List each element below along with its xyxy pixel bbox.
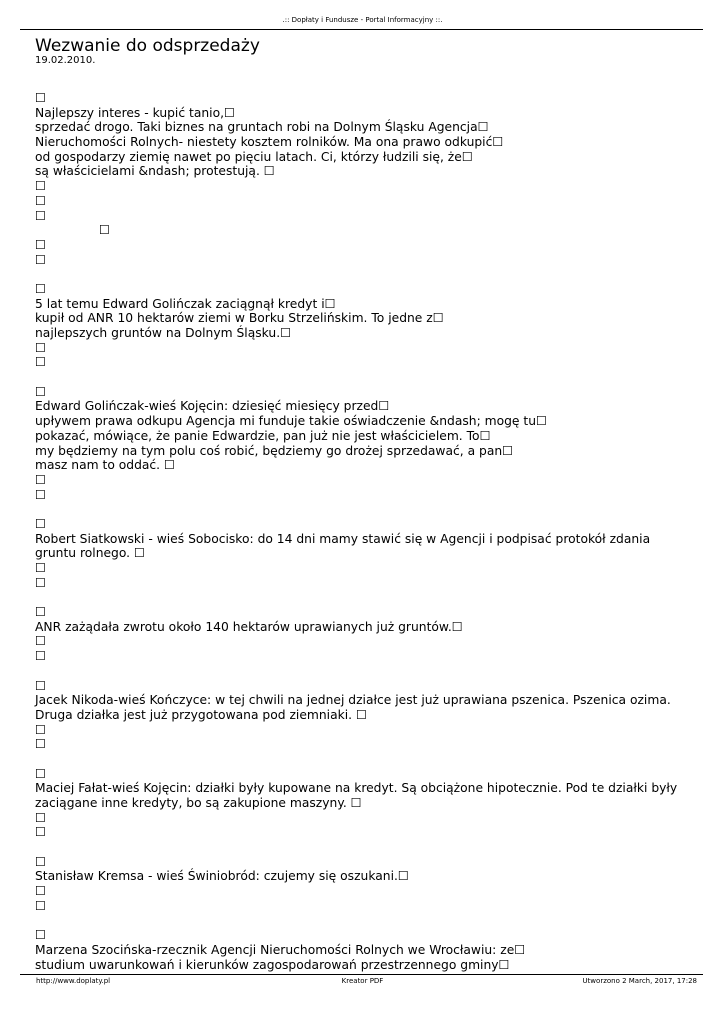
text-line: Marzena Szocińska-rzecznik Agencji Nieruchomości Rolnych we Wrocławiu: ze☐: [35, 942, 526, 957]
text-line: ☐: [35, 634, 47, 649]
paragraph-gap: [35, 267, 695, 282]
text-line: ☐: [35, 854, 47, 869]
text-line: ☐: [35, 179, 47, 194]
text-line: są właścicielami &ndash; protestują. ☐: [35, 164, 275, 179]
text-line: Robert Siatkowski - wieś Sobocisko: do 14 dni mamy stawić się w Agencji i podpisać protokół zdania: [35, 531, 651, 546]
text-line: ☐: [35, 766, 47, 781]
text-line: Maciej Fałat-wieś Kojęcin: działki były kupowane na kredyt. Są obciążone hipotecznie. Pod te działki były: [35, 781, 678, 796]
text-line: najlepszych gruntów na Dolnym Śląsku.☐: [35, 326, 292, 340]
text-line: ☐: [99, 223, 111, 238]
article-title: Wezwanie do odsprzedaży: [35, 36, 260, 56]
footer-created-date: Utworzono 2 March, 2017, 17:28: [582, 977, 697, 985]
text-line: 5 lat temu Edward Golińczak zaciągnął kredyt i☐: [35, 296, 336, 311]
text-line: ☐: [35, 91, 47, 105]
text-line: ☐: [35, 193, 47, 208]
text-line: ☐: [35, 516, 47, 531]
text-line: ANR zażądała zwrotu około 140 hektarów uprawianych już gruntów.☐: [35, 619, 463, 634]
footer-generator: Kreator PDF: [341, 977, 384, 985]
text-line: upływem prawa odkupu Agencja mi funduje takie oświadczenie &ndash; mogę tu☐: [35, 414, 548, 429]
text-line: ☐: [35, 649, 47, 664]
text-line: Druga działka jest już przygotowana pod ziemniaki. ☐: [35, 707, 367, 722]
text-line: ☐: [35, 237, 47, 252]
text-line: ☐: [35, 825, 47, 840]
text-line: my będziemy na tym polu coś robić, będziemy go drożej sprzedawać, a pan☐: [35, 443, 514, 458]
paragraph-gap: [35, 590, 695, 605]
text-line: zaciągane inne kredyty, bo są zakupione maszyny. ☐: [35, 796, 362, 810]
text-line: ☐: [35, 252, 47, 267]
text-line: ☐: [35, 208, 47, 223]
footer-url: http://www.doplaty.pl: [36, 977, 111, 985]
text-line: od gospodarzy ziemię nawet po pięciu latach. Ci, którzy łudzili się, że☐: [35, 149, 473, 164]
text-line: Jacek Nikoda-wieś Kończyce: w tej chwili na jednej działce jest już uprawiana pszenica. Pszenica ozima.: [35, 693, 671, 708]
text-line: ☐: [35, 678, 47, 693]
text-line: ☐: [35, 605, 47, 620]
paragraph-gap: [35, 370, 695, 385]
article-date: 19.02.2010.: [35, 55, 96, 66]
paragraph-gap: [35, 914, 695, 929]
text-line: Najlepszy interes - kupić tanio,☐: [35, 105, 236, 120]
paragraph-gap: [35, 664, 695, 679]
text-line: ☐: [35, 575, 47, 590]
text-line: ☐: [35, 561, 47, 575]
text-line: sprzedać drogo. Taki biznes na gruntach robi na Dolnym Śląsku Agencja☐: [35, 120, 489, 135]
text-line: Nieruchomości Rolnych- niestety kosztem rolników. Ma ona prawo odkupić☐: [35, 135, 504, 150]
text-line: ☐: [35, 737, 47, 752]
text-line: ☐: [35, 384, 47, 399]
text-line: ☐: [35, 898, 47, 913]
text-line: ☐: [35, 810, 47, 825]
paragraph-gap: [35, 840, 695, 855]
footer-divider: [20, 974, 703, 975]
paragraph-gap: [35, 752, 695, 767]
text-line: kupił od ANR 10 hektarów ziemi w Borku Strzelińskim. To jedne z☐: [35, 311, 444, 326]
text-line: ☐: [35, 928, 47, 943]
paragraph-gap: [35, 502, 695, 517]
text-line: ☐: [35, 722, 47, 737]
text-line: ☐: [35, 472, 47, 487]
text-line: pokazać, mówiące, że panie Edwardzie, pan już nie jest właścicielem. To☐: [35, 428, 491, 443]
text-line: ☐: [35, 340, 47, 355]
text-line: ☐: [35, 355, 47, 370]
text-line: ☐: [35, 281, 47, 296]
text-line: masz nam to oddać. ☐: [35, 458, 176, 473]
text-line: studium uwarunkowań i kierunków zagospodarowań przestrzennego gminy☐: [35, 957, 510, 972]
text-line: ☐: [35, 487, 47, 502]
article-body: [35, 91, 695, 972]
header-divider: [20, 29, 703, 30]
site-header-title: .:: Dopłaty i Fundusze - Portal Informacyjny ::.: [282, 16, 443, 24]
text-line: ☐: [35, 884, 47, 899]
text-line: gruntu rolnego. ☐: [35, 546, 146, 561]
text-line: Edward Golińczak-wieś Kojęcin: dziesięć miesięcy przed☐: [35, 399, 390, 414]
text-line: Stanisław Kremsa - wieś Świniobród: czujemy się oszukani.☐: [35, 869, 409, 884]
